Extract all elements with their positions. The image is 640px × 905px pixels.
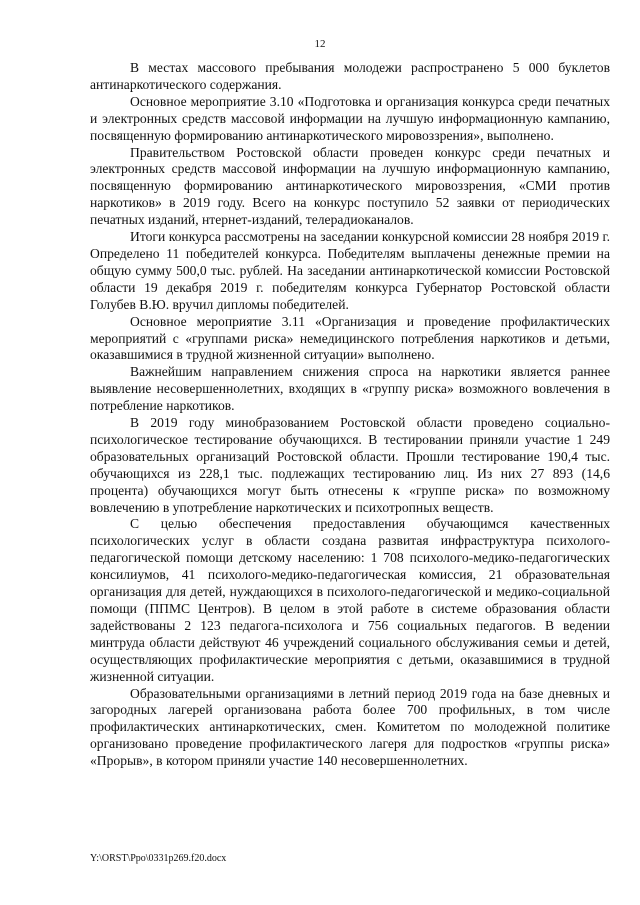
paragraph: Итоги конкурса рассмотрены на заседании конкурсной комиссии 28 ноября 2019 г. Определено 11 победителей конкурса. Победителям выплачены денежные премии на общую сумму 500,0 тыс. рублей. На заседании антинаркотической комиссии Ростовской области 19 декабря 2019 г. победителям конкурса Губернатор Ростовской области Голубев В.Ю. вручил дипломы победителей. <box>90 229 610 312</box>
page-number: 12 <box>314 38 326 50</box>
paragraph: С целью обеспечения предоставления обучающимся качественных психологических услуг в области создана развитая инфраструктура психолого-педагогической помощи детскому населению: 1 708 психолого-медико-педагогических консилиумов, 41 психолого-медико-педагогическая комиссия, 21 образовательная организация для детей, нуждающихся в психолого-педагогической и медико-социальной помощи (ППМС Центров). В целом в этой работе в системе образования области задействованы 2 123 педагога-психолога и 756 социальных педагогов. В ведении минтруда области действуют 46 учреждений социального обслуживания семьи и детей, осуществляющих профилактические мероприятия с детьми, оказавшимися в трудной жизненной ситуации. <box>90 516 610 684</box>
file-path-footer: Y:\ORST\Ppo\0331p269.f20.docx <box>90 853 227 864</box>
paragraph: Образовательными организациями в летний период 2019 года на базе дневных и загородных лагерей организована работа более 700 профильных, в том числе профилактических антинаркотических, смен. Комитетом по молодежной политике организовано проведение профилактического лагеря для подростков «группы риска» «Прорыв», в котором приняли участие 140 несовершеннолетних. <box>90 685 610 769</box>
paragraph: Важнейшим направлением снижения спроса на наркотики является раннее выявление несовершеннолетних, входящих в «группу риска» возможного вовлечения в потребление наркотиков. <box>90 364 610 414</box>
paragraph: Правительством Ростовской области проведен конкурс среди печатных и электронных средств массовой информации на лучшую информационную кампанию, посвященную формированию антинаркотического мировоззрения, «СМИ против наркотиков» в 2019 году. Всего на конкурс поступило 52 заявки от периодических печатных изданий, нтернет-изданий, телерадиоканалов. <box>90 144 610 228</box>
document-body <box>90 60 610 770</box>
paragraph: Основное мероприятие 3.10 «Подготовка и организация конкурса среди печатных и электронных средств массовой информации на лучшую информационную кампанию, посвященную формированию антинаркотического мировоззрения», выполнено. <box>90 93 610 143</box>
paragraph: В местах массового пребывания молодежи распространено 5 000 буклетов антинаркотического содержания. <box>90 60 610 92</box>
paragraph: Основное мероприятие 3.11 «Организация и проведение профилактических мероприятий с «группами риска» немедицинского потребления наркотиков и детьми, оказавшимися в трудной жизненной ситуации» выполнено. <box>90 313 610 363</box>
paragraph: В 2019 году минобразованием Ростовской области проведено социально-психологическое тестирование обучающихся. В тестировании приняли участие 1 249 образовательных организаций Ростовской области. Прошли тестирование 190,4 тыс. обучающихся из 228,1 тыс. подлежащих тестированию лиц. Из них 27 893 (14,6 процента) обучающихся могут быть отнесены к «группе риска» по возможному вовлечению в употребление наркотических и психотропных веществ. <box>90 415 610 515</box>
